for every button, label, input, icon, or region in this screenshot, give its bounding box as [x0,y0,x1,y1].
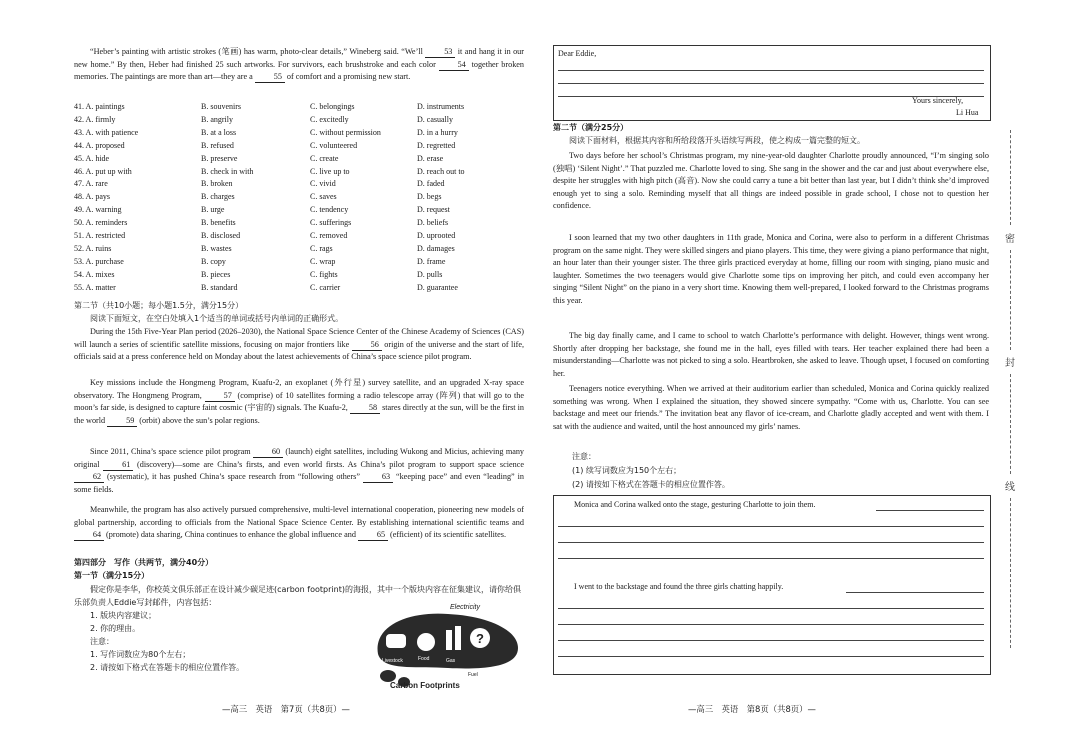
option-b: B. wastes [201,243,232,253]
cloze-text: it and hang it in our new home.” By then, Heber had finished 25 such artworks. For survivors, each brushstroke and each color [74,47,525,69]
grammar-para-3 [74,446,524,496]
writing-line [558,83,984,84]
option-d: D. damages [417,243,455,253]
blank-61: 61 [103,460,133,471]
option-a: 53. A. purchase [74,256,124,266]
option-c: C. belongings [310,102,355,111]
story-para-1: Two days before her school’s Christmas program, my nine-year-old daughter Charlotte proudly announced, “I’m singing solo (独唱) ‘Silent Night’.” That puzzled me. Charlotte loved to sing. She sang in the shower and the car and just about everywhere else, despite her struggles with high pitch (高音). Now she could carry a tune a bit better than last year, but I didn’t think she’d improved enough yet to sing a solo. Reminding myself that all things are indeed possible in grade school, I chose not to question her confidence. [553,151,989,211]
option-row [74,141,524,154]
option-c: C. without permission [310,127,381,137]
question-mark-icon: ? [476,631,484,646]
blank-64: 64 [74,530,104,541]
grammar-text: (systematic), it has pushed China’s space research from “following others” [106,472,360,482]
cloze-text: “Heber’s painting with artistic strokes (笔画) has warm, photo-clear details,” Wineberg said. “We’ll [90,47,423,56]
option-a: 52. A. ruins [74,243,112,253]
note-1: 1. 写作词数应为80个左右； [90,650,191,659]
option-b: B. refused [201,140,234,150]
writing-line [558,542,984,543]
option-c: C. create [310,153,339,163]
blank-63: 63 [363,472,393,483]
option-row [74,283,524,296]
note-2: 2. 请按如下格式在答题卡的相应位置作答。 [90,663,245,672]
option-row [74,179,524,192]
seal-line [1010,250,1011,350]
option-b: B. angrily [201,114,233,124]
option-row [74,270,524,283]
note-label: 注意： [90,637,114,646]
seal-line [1010,498,1011,648]
option-d: D. instruments [417,102,465,111]
writing-line [558,558,984,559]
seal-mark: 密 [1005,234,1015,245]
option-d: D. erase [417,153,444,163]
blank-55: 55 [255,72,285,83]
option-d: D. uprooted [417,231,456,240]
option-b: B. copy [201,256,226,266]
letter-signature: Li Hua [956,108,979,117]
grammar-text: (efficient) of its scientific satellites. [390,530,507,540]
grammar-para-1 [74,326,524,364]
option-c: C. fights [310,269,338,279]
part-4-title: 第四部分 写作（共两节，满分40分） [74,558,214,567]
blank-56: 56 [352,340,382,351]
writing-line [876,510,984,511]
option-row [74,192,524,205]
seal-line [1010,130,1011,225]
option-row [74,167,524,180]
label-food: Food [418,656,430,662]
option-b: B. preserve [201,153,238,163]
option-b: B. benefits [201,218,236,228]
gas-icon [455,626,461,650]
option-row [74,115,524,128]
option-a: 41. A. paintings [74,102,125,111]
option-row [74,257,524,270]
grammar-text: (comprise) of 10 satellites forming a radio telescope array (阵列) that will go to the moon’s far side, is designed to capture faint cosmic (宇宙的) signals. The Kuafu-2, [74,390,525,413]
cloze-text: of comfort and a promising new start. [286,72,411,82]
story-para-3: The big day finally came, and I came to school to watch Charlotte’s performance with delight. However, things went wrong. Shortly after dropping her backstage, she found me in the hall, eyes filled with tears. Her teacher explained there had been a misunderstanding—Charlotte was not picked to sing a solo. Heartbroken, she asked to leave. Though upset, I focused on comforting her. [553,331,989,378]
task-point-2: 2. 你的理由。 [90,624,141,633]
cloze-passage-tail [74,46,524,84]
option-row [74,218,524,231]
continuation-instructions: 阅读下面材料，根据其内容和所给段落开头语续写两段，使之构成一篇完整的短文。 [569,136,865,145]
grammar-text: (discovery)—some are China’s firsts, and even world firsts. As China’s pilot program to support space science [137,459,525,469]
note-label: 注意： [572,452,596,461]
option-d: D. guarantee [417,282,458,292]
section-2-title: 第二节（共10小题；每小题1.5分，满分15分） [74,301,244,310]
option-b: B. urge [201,205,225,215]
blank-59: 59 [107,416,137,427]
option-b: B. check in with [201,166,254,176]
option-b: B. pieces [201,269,231,279]
option-a: 42. A. firmly [74,114,116,124]
option-b: B. charges [201,192,235,202]
option-a: 43. A. with patience [74,127,139,137]
option-c: C. saves [310,192,337,202]
writing-line [846,592,984,593]
blank-57: 57 [205,391,235,402]
option-row [74,154,524,167]
option-a: 54. A. mixes [74,269,115,279]
option-a: 48. A. pays [74,192,110,202]
writing-line [558,608,984,609]
grammar-text: Key missions include the Hongmeng Program, Kuafu-2, an exoplanet (外行星) survey satellite, and an upgraded X-ray space observatory. The Hongmeng Program, [74,378,524,400]
option-c: C. live up to [310,166,350,176]
story-para-4: Teenagers notice everything. When we arrived at their auditorium earlier than scheduled, Monica and Corina quickly realized something was wrong. When I explained the situation, they showed sincere sympathy. “Come with us, Charlotte. You can see backstage and meet our friends.” The invitation beat any flavor of ice-cream, and Charlotte gladly accepted and went with them. I sat with the audience and waited, until the host announced my girls’ names. [553,384,989,431]
gas-icon [446,630,452,650]
page-footer: —高三 英语 第7页（共8页）— [222,704,350,714]
option-a: 51. A. restricted [74,231,126,240]
option-d: D. frame [417,256,446,266]
option-a: 44. A. proposed [74,140,125,150]
grammar-text: origin of the universe and the start of life, officials said at a press conference held on Monday about the latest achievements of China’s space science pilot program. [74,339,525,362]
option-a: 45. A. hide [74,153,110,163]
option-b: B. standard [201,282,238,292]
option-a: 46. A. put up with [74,166,132,176]
blank-62: 62 [74,472,104,483]
option-c: C. tendency [310,205,349,215]
grammar-text: Since 2011, China’s space science pilot program [90,447,251,456]
part-4-section-1: 第一节（满分15分） [74,570,150,580]
writing-line [558,640,984,641]
grammar-text: (orbit) above the sun’s polar regions. [139,415,260,425]
option-c: C. wrap [310,256,336,266]
cow-icon [386,634,406,648]
page-footer: —高三 英语 第8页（共8页）— [688,704,816,714]
label-electricity: Electricity [450,604,480,611]
option-b: B. at a loss [201,127,237,137]
option-b: B. disclosed [201,231,241,240]
option-d: D. faded [417,179,445,189]
option-c: C. vivid [310,179,336,189]
option-d: D. pulls [417,269,443,279]
blank-53: 53 [425,47,455,58]
writing-task-1: 假定你是李华，你校英文俱乐部正在设计减少碳足迹(carbon footprint)的海报，其中一个版块内容在征集建议，请你给俱乐部负责人Eddie写封邮件，内容包括： [74,585,521,607]
note-2: (2) 请按如下格式在答题卡的相应位置作答。 [572,480,730,489]
option-d: D. reach out to [417,166,465,176]
option-b: B. broken [201,179,233,189]
poster-title: Carbon Footprints [390,681,460,690]
part-4 [74,557,524,582]
task-point-1: 1. 版块内容建议； [90,611,157,620]
option-row [74,128,524,141]
section-2 [74,300,524,325]
option-row [74,244,524,257]
option-a: 47. A. rare [74,179,108,189]
option-c: C. volunteered [310,140,358,150]
food-icon [417,633,435,651]
paragraph-opener-1: Monica and Corina walked onto the stage, gesturing Charlotte to join them. [574,500,816,509]
section-2-instructions: 阅读下面短文，在空白处填入1个适当的单词或括号内单词的正确形式。 [90,313,344,323]
grammar-para-2 [74,377,524,427]
continuation-writing-box [553,495,991,675]
label-livestock: Livestock [382,658,403,664]
option-a: 55. A. matter [74,282,116,292]
label-gas: Gas [446,658,456,664]
grammar-para-4 [74,504,524,542]
grammar-text: stares directly at the sun, will be the first in the world [74,403,524,425]
option-d: D. begs [417,192,442,202]
seal-line [1010,374,1011,474]
cloze-text: together broken memories. The paintings are more than art—they are a [74,59,525,82]
grammar-text: (launch) eight satellites, including Wukong and Micius, achieving many original [74,447,525,469]
continuation-section-title: 第二节（满分25分） [553,123,629,132]
grammar-text: (promote) data sharing, China continues to enhance the global influence and [106,530,356,540]
blank-54: 54 [439,60,469,71]
note-1: (1) 续写词数应为150个左右； [572,466,682,475]
writing-line [558,70,984,71]
option-c: C. carrier [310,282,341,292]
option-row [74,205,524,218]
letter-closing: Yours sincerely, [912,96,964,105]
option-d: D. regretted [417,140,456,150]
grammar-text: “keeping pace” and even “leading” in some fields. [74,472,525,494]
seal-mark: 封 [1005,358,1015,369]
blank-65: 65 [358,530,388,541]
carbon-footprint-illustration [368,596,528,692]
blank-58: 58 [350,403,380,414]
option-c: C. sufferings [310,218,352,228]
writing-line [558,656,984,657]
grammar-text: Meanwhile, the program has also actively pursued comprehensive, multi-level international cooperation, pioneering new models of global partnership, according to officials from the National Space Science Center. By establishing international scientific teams and [74,505,524,527]
paragraph-opener-2: I went to the backstage and found the three girls chatting happily. [574,582,784,591]
option-a: 50. A. reminders [74,218,128,228]
writing-line [558,624,984,625]
option-d: D. beliefs [417,218,449,228]
option-c: C. excitedly [310,114,349,124]
option-a: 49. A. warning [74,205,122,215]
option-row [74,102,524,115]
option-d: D. casually [417,114,453,124]
option-b: B. souvenirs [201,102,241,111]
option-c: C. rags [310,243,333,253]
letter-format-box [553,45,991,121]
option-c: C. removed [310,231,348,240]
option-d: D. request [417,205,450,215]
story-para-2: I soon learned that my two other daughters in 11th grade, Monica and Corina, were also to perform in a different Christmas program on the same night. They were skilled singers and piano players. This time, they were giving a piano performance that night, an hour later than their younger sister. The three girls practiced everyday at home, filling our room with singing, piano music and laughter. Sometimes the two teenagers would give Charlotte some tips on improving her pitch, and could even accompany her singing “Silent Night” on the piano in a very short time. Knowing them well-prepared, I looked forward to the Christmas programs this year. [553,233,989,305]
label-fuel: Fuel [468,672,478,678]
writing-line [558,526,984,527]
option-row [74,231,524,244]
blank-60: 60 [253,447,283,458]
letter-salutation: Dear Eddie, [558,49,597,58]
grammar-text: During the 15th Five-Year Plan period (2026–2030), the National Space Science Center of the Chinese Academy of Sciences (CAS) will launch a series of scientific satellite missions, focusing on major frontiers like [74,327,524,349]
seal-mark: 线 [1005,482,1015,493]
option-d: D. in a hurry [417,127,458,137]
